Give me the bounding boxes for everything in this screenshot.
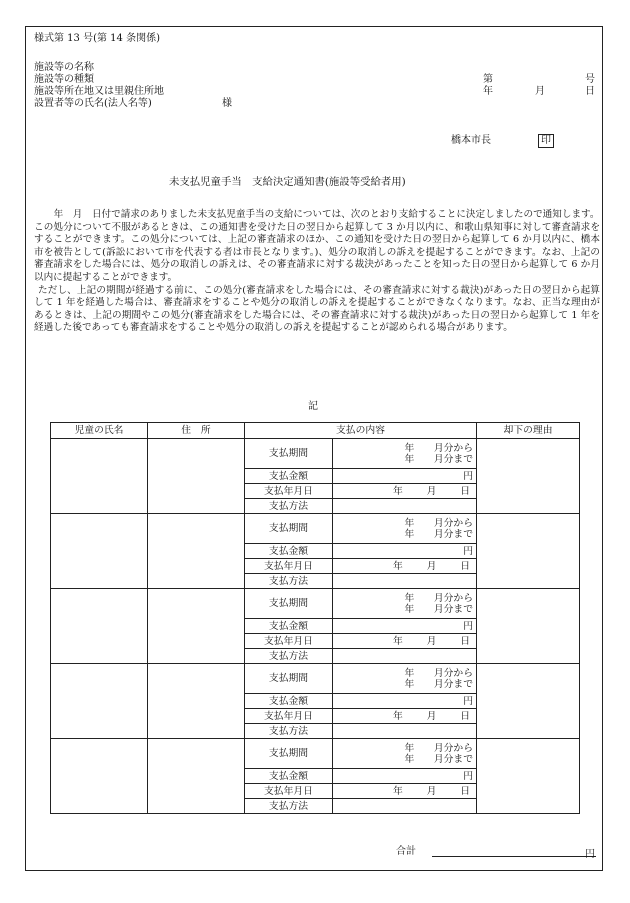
period-from: 年 月分から — [404, 742, 474, 754]
table-row — [51, 589, 580, 619]
table-row — [51, 664, 580, 694]
period-from: 年 月分から — [404, 442, 474, 454]
period-label: 支払期間 — [245, 589, 333, 619]
doc-date-year: 年 — [483, 86, 493, 97]
period-value[interactable] — [333, 664, 477, 694]
method-value[interactable] — [333, 499, 477, 514]
pay-day: 日 — [460, 485, 471, 497]
pay-month: 月 — [426, 635, 437, 647]
table-row — [51, 439, 580, 469]
period-to: 年 月分まで — [404, 453, 474, 465]
method-label: 支払方法 — [245, 499, 333, 514]
address-cell[interactable] — [148, 439, 245, 514]
yen-unit: 円 — [463, 470, 474, 482]
pay-date-value[interactable] — [333, 709, 477, 724]
yen-unit: 円 — [463, 545, 474, 557]
total-unit: 円 — [585, 849, 595, 860]
period-to: 年 月分まで — [404, 603, 474, 615]
ki-label: 記 — [308, 401, 318, 412]
pay-date-value[interactable] — [333, 784, 477, 799]
period-label: 支払期間 — [245, 439, 333, 469]
period-label: 支払期間 — [245, 514, 333, 544]
notice-paragraph-2: この処分について不服があるときは、この通知書を受けた日の翌日から起算して 3 か月以内に、和歌山県知事に対して審査請求をすることができます。この処分については、上記の審査請求のほか、この通知を受けた日の翌日から起算して 6 か月以内に、橋本市を被告として(訴訟において市を代表する者は市長となります。)、処分の取消しの訴えを提起することができます。なお、上記の審査請求をした場合には、処分の取消しの訴えは、その審査請求に対する裁決があったことを知った日の翌日から起算して 6 か月以内に提起することができます。 — [34, 221, 600, 283]
amount-label: 支払金額 — [245, 619, 333, 634]
amount-value[interactable] — [333, 619, 477, 634]
payment-table — [50, 422, 580, 814]
header-address: 住 所 — [148, 423, 245, 439]
pay-date-value[interactable] — [333, 559, 477, 574]
amount-label: 支払金額 — [245, 544, 333, 559]
period-from: 年 月分から — [404, 667, 474, 679]
pay-year: 年 — [393, 485, 403, 497]
reason-cell[interactable] — [477, 739, 580, 814]
method-label: 支払方法 — [245, 724, 333, 739]
honorific: 様 — [222, 98, 232, 109]
period-from: 年 月分から — [404, 592, 474, 604]
child-name-cell[interactable] — [51, 439, 148, 514]
facility-name-label: 施設等の名称 — [34, 62, 94, 73]
period-label: 支払期間 — [245, 739, 333, 769]
amount-label: 支払金額 — [245, 469, 333, 484]
pay-date-label: 支払年月日 — [245, 634, 333, 649]
child-name-cell[interactable] — [51, 739, 148, 814]
header-payment: 支払の内容 — [245, 423, 477, 439]
pay-month: 月 — [426, 560, 437, 572]
notice-paragraph-1: 年 月 日付で請求のありました未支払児童手当の支給については、次のとおり支給することに決定しましたので通知します。 — [44, 209, 600, 220]
facility-type-label: 施設等の種類 — [34, 74, 94, 85]
yen-unit: 円 — [463, 695, 474, 707]
method-label: 支払方法 — [245, 574, 333, 589]
yen-unit: 円 — [463, 620, 474, 632]
address-cell[interactable] — [148, 514, 245, 589]
method-value[interactable] — [333, 574, 477, 589]
amount-label: 支払金額 — [245, 769, 333, 784]
amount-value[interactable] — [333, 694, 477, 709]
total-label: 合計 — [396, 846, 416, 857]
table-header-row — [51, 423, 580, 439]
pay-date-value[interactable] — [333, 484, 477, 499]
method-label: 支払方法 — [245, 649, 333, 664]
child-name-cell[interactable] — [51, 514, 148, 589]
pay-date-label: 支払年月日 — [245, 559, 333, 574]
facility-address-label: 施設等所在地又は里親住所地 — [34, 86, 164, 97]
pay-date-label: 支払年月日 — [245, 784, 333, 799]
period-to: 年 月分まで — [404, 753, 474, 765]
pay-month: 月 — [426, 485, 437, 497]
reason-cell[interactable] — [477, 514, 580, 589]
pay-date-value[interactable] — [333, 634, 477, 649]
pay-year: 年 — [393, 635, 403, 647]
pay-date-label: 支払年月日 — [245, 709, 333, 724]
period-to: 年 月分まで — [404, 678, 474, 690]
pay-day: 日 — [460, 710, 471, 722]
child-name-cell[interactable] — [51, 589, 148, 664]
doc-number-prefix: 第 — [483, 74, 493, 85]
seal-box — [538, 134, 554, 148]
pay-year: 年 — [393, 560, 403, 572]
doc-date-day: 日 — [585, 86, 595, 97]
address-cell[interactable] — [148, 589, 245, 664]
method-value[interactable] — [333, 724, 477, 739]
operator-label: 設置者等の氏名(法人名等) — [34, 98, 152, 109]
doc-date-month: 月 — [535, 86, 545, 97]
header-child-name: 児童の氏名 — [51, 423, 148, 439]
period-value[interactable] — [333, 439, 477, 469]
pay-day: 日 — [460, 635, 471, 647]
amount-value[interactable] — [333, 544, 477, 559]
table-row — [51, 739, 580, 769]
reason-cell[interactable] — [477, 439, 580, 514]
reason-cell[interactable] — [477, 664, 580, 739]
seal-mark: 印 — [538, 134, 554, 148]
child-name-cell[interactable] — [51, 664, 148, 739]
pay-year: 年 — [393, 785, 403, 797]
doc-number-suffix: 号 — [585, 74, 595, 85]
total-input-line[interactable] — [432, 856, 596, 857]
notice-body — [34, 209, 600, 335]
issuer: 橋本市長 — [451, 135, 491, 146]
amount-value[interactable] — [333, 769, 477, 784]
period-from: 年 月分から — [404, 517, 474, 529]
period-value[interactable] — [333, 514, 477, 544]
document-title: 未支払児童手当 支給決定通知書(施設等受給者用) — [169, 176, 406, 188]
table-row — [51, 514, 580, 544]
address-cell[interactable] — [148, 739, 245, 814]
pay-year: 年 — [393, 710, 403, 722]
amount-label: 支払金額 — [245, 694, 333, 709]
pay-month: 月 — [426, 710, 437, 722]
form-number: 様式第 13 号(第 14 条関係) — [34, 33, 160, 44]
header-reason: 却下の理由 — [477, 423, 580, 439]
yen-unit: 円 — [463, 770, 474, 782]
reason-cell[interactable] — [477, 589, 580, 664]
pay-month: 月 — [426, 785, 437, 797]
period-label: 支払期間 — [245, 664, 333, 694]
period-value[interactable] — [333, 739, 477, 769]
method-label: 支払方法 — [245, 799, 333, 814]
period-value[interactable] — [333, 589, 477, 619]
method-value[interactable] — [333, 649, 477, 664]
notice-paragraph-3: ただし、上記の期間が経過する前に、この処分(審査請求をした場合には、その審査請求に対する裁決)があった日の翌日から起算して 1 年を経過した場合は、審査請求をすることや処分の取消しの訴えを提起することができなくなります。なお、正当な理由があるときは、上記の期間やこの処分(審査請求をした場合には、その審査請求に対する裁決)があった日の翌日から起算して 1 年を経過した後であっても審査請求をすることや処分の取消しの訴えを提起することが認められる場合があります。 — [34, 284, 600, 334]
pay-day: 日 — [460, 560, 471, 572]
pay-date-label: 支払年月日 — [245, 484, 333, 499]
address-cell[interactable] — [148, 664, 245, 739]
method-value[interactable] — [333, 799, 477, 814]
amount-value[interactable] — [333, 469, 477, 484]
period-to: 年 月分まで — [404, 528, 474, 540]
pay-day: 日 — [460, 785, 471, 797]
